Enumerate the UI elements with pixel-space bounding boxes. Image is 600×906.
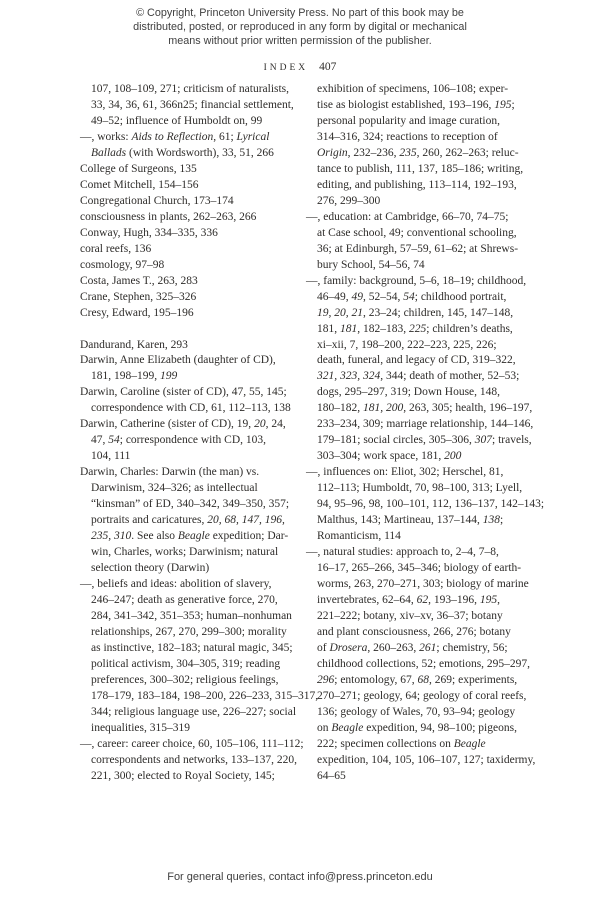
index-line: 270–271; geology, 64; geology of coral reefs, [317, 689, 527, 702]
index-line: 47, 54; correspondence with CD, 103, [91, 434, 267, 447]
index-right-column [306, 82, 545, 785]
index-line: 233–234, 309; marriage relationship, 144–146, [317, 418, 534, 431]
index-line: correspondence with CD, 61, 112–113, 138 [91, 402, 291, 415]
index-line: Darwin, Caroline (sister of CD), 47, 55, 145; [80, 386, 287, 399]
index-line: “kinsman” of ED, 340–342, 349–350, 357; [91, 498, 290, 511]
page-number: 407 [319, 61, 337, 73]
index-line: tise as biologist established, 193–196, 195; [317, 98, 515, 111]
index-line: Costa, James T., 263, 283 [80, 274, 198, 287]
index-line: personal popularity and image curation, [317, 114, 500, 127]
index-line: 296; entomology, 67, 68, 269; experiments, [317, 673, 518, 686]
index-line: 180–182, 181, 200, 263, 305; health, 196–197, [317, 402, 533, 415]
index-line: 235, 310. See also Beagle expedition; Dar- [91, 530, 289, 543]
index-line: Congregational Church, 173–174 [80, 194, 234, 207]
index-section-gap [80, 322, 306, 338]
index-line: exhibition of specimens, 106–108; exper- [317, 83, 509, 95]
index-line: at Case school, 49; conventional schooling, [317, 226, 517, 239]
footer-contact-line: For general queries, contact info@press.princeton.edu [167, 871, 433, 883]
index-line: Darwinism, 324–326; as intellectual [91, 482, 258, 495]
index-line: worms, 263, 270–271, 303; biology of marine [317, 578, 529, 591]
index-line: childhood collections, 52; emotions, 295–297, [317, 657, 531, 670]
index-line: death, funeral, and legacy of CD, 319–322, [317, 354, 516, 367]
index-line: coral reefs, 136 [80, 242, 152, 255]
index-line: Darwin, Anne Elizabeth (daughter of CD), [80, 354, 276, 367]
index-line: 221–222; botany, xiv–xv, 36–37; botany [317, 609, 503, 622]
index-line: bury School, 54–56, 74 [317, 258, 425, 271]
index-line: —, career: career choice, 60, 105–106, 111–112; [80, 737, 304, 750]
index-line: —, beliefs and ideas: abolition of slavery, [80, 578, 272, 591]
index-line: Darwin, Charles: Darwin (the man) vs. [80, 466, 260, 479]
index-line: Malthus, 143; Martineau, 137–144, 138; [317, 514, 504, 527]
index-line: Darwin, Catherine (sister of CD), 19, 20, 24, [80, 418, 286, 431]
index-line: 303–304; work space, 181, 200 [317, 450, 462, 463]
index-line: 284, 341–342, 351–353; human–nonhuman [91, 609, 292, 622]
index-line: 107, 108–109, 271; criticism of naturalists, [91, 83, 290, 95]
index-line: Dandurand, Karen, 293 [80, 338, 188, 351]
index-line: 181, 198–199, 199 [91, 370, 178, 383]
index-left-column [80, 82, 319, 785]
index-line: —, education: at Cambridge, 66–70, 74–75; [306, 210, 509, 223]
index-line: editing, and publishing, 113–114, 192–193, [317, 178, 517, 191]
index-line: 321, 323, 324, 344; death of mother, 52–53; [317, 370, 520, 383]
index-line: 314–316, 324; reactions to reception of [317, 130, 498, 143]
index-line: 181, 181, 182–183, 225; children’s deaths, [317, 322, 513, 335]
copyright-line: means without prior written permission of the publisher. [168, 34, 432, 47]
index-line: 33, 34, 36, 61, 366n25; financial settlement, [91, 98, 294, 111]
index-line: —, works: Aids to Reflection, 61; Lyrical [80, 130, 270, 143]
index-line: College of Surgeons, 135 [80, 162, 197, 175]
index-body [80, 82, 545, 785]
index-line: Origin, 232–236, 235, 260, 262–263; reluc- [317, 146, 519, 159]
index-line: of Drosera, 260–263, 261; chemistry, 56; [317, 641, 508, 654]
index-line: and plant consciousness, 266, 276; botany [317, 625, 511, 638]
index-line: on Beagle expedition, 94, 98–100; pigeons, [317, 721, 517, 734]
index-line: —, family: background, 5–6, 18–19; childhood, [306, 274, 527, 287]
index-line: as instinctive, 182–183; natural magic, 345; [91, 641, 293, 654]
index-line: invertebrates, 62–64, 62, 193–196, 195, [317, 594, 501, 606]
index-line: 222; specimen collections on Beagle [317, 737, 486, 750]
index-line: 64–65 [317, 769, 346, 782]
index-line: Conway, Hugh, 334–335, 336 [80, 226, 218, 239]
index-line: 36; at Edinburgh, 57–59, 61–62; at Shrews- [317, 242, 519, 255]
index-line: 276, 299–300 [317, 194, 381, 207]
index-line: Ballads (with Wordsworth), 33, 51, 266 [91, 146, 274, 159]
index-line: cosmology, 97–98 [80, 258, 165, 271]
copyright-line: distributed, posted, or reproduced in any form by digital or mechanical [133, 20, 467, 33]
index-line: 112–113; Humboldt, 70, 98–100, 313; Lyell, [317, 482, 523, 495]
copyright-line: © Copyright, Princeton University Press. No part of this book may be [136, 7, 464, 19]
index-line: expedition, 104, 105, 106–107, 127; taxidermy, [317, 753, 536, 766]
index-line: inequalities, 315–319 [91, 721, 191, 734]
index-line: 179–181; social circles, 305–306, 307; travels, [317, 434, 532, 447]
index-line: 46–49, 49, 52–54, 54; childhood portrait, [317, 290, 507, 303]
index-line: 16–17, 265–266, 345–346; biology of earth- [317, 562, 522, 575]
index-title: INDEX [263, 63, 309, 73]
running-head [0, 57, 600, 75]
index-line: 104, 111 [91, 450, 131, 463]
index-line: 178–179, 183–184, 198–200, 226–233, 315–317, [91, 689, 319, 702]
index-line: xi–xii, 7, 198–200, 222–223, 225, 226; [317, 338, 497, 351]
index-line: relationships, 267, 270, 299–300; morality [91, 625, 287, 638]
index-line: portraits and caricatures, 20, 68, 147, 196, [91, 514, 285, 527]
index-line: dogs, 295–297, 319; Down House, 148, [317, 386, 501, 399]
index-line: political activism, 304–305, 319; reading [91, 657, 281, 670]
index-line: 49–52; influence of Humboldt on, 99 [91, 114, 263, 127]
index-line: —, influences on: Eliot, 302; Herschel, 81, [306, 466, 504, 479]
index-line: selection theory (Darwin) [91, 562, 210, 575]
index-line: win, Charles, works; Darwinism; natural [91, 546, 279, 559]
index-line: tance to publish, 111, 137, 185–186; writing, [317, 162, 524, 175]
index-line: 136; geology of Wales, 70, 93–94; geology [317, 705, 516, 718]
index-line: 94, 95–96, 98, 100–101, 112, 136–137, 142–143; [317, 498, 545, 511]
index-line: 344; religious language use, 226–227; social [91, 705, 297, 718]
index-line: consciousness in plants, 262–263, 266 [80, 210, 257, 223]
index-line: correspondents and networks, 133–137, 220, [91, 753, 298, 766]
index-line: Crane, Stephen, 325–326 [80, 290, 197, 303]
index-line: 19, 20, 21, 23–24; children, 145, 147–148, [317, 306, 514, 319]
index-line: preferences, 300–302; religious feelings, [91, 673, 279, 686]
index-line: 221, 300; elected to Royal Society, 145; [91, 769, 275, 782]
index-line: Comet Mitchell, 154–156 [80, 178, 199, 191]
index-line: —, natural studies: approach to, 2–4, 7–8, [306, 546, 499, 559]
index-line: Cresy, Edward, 195–196 [80, 306, 194, 319]
index-line: 246–247; death as generative force, 270, [91, 594, 278, 606]
index-line: Romanticism, 114 [317, 530, 401, 543]
copyright-notice [0, 7, 600, 48]
